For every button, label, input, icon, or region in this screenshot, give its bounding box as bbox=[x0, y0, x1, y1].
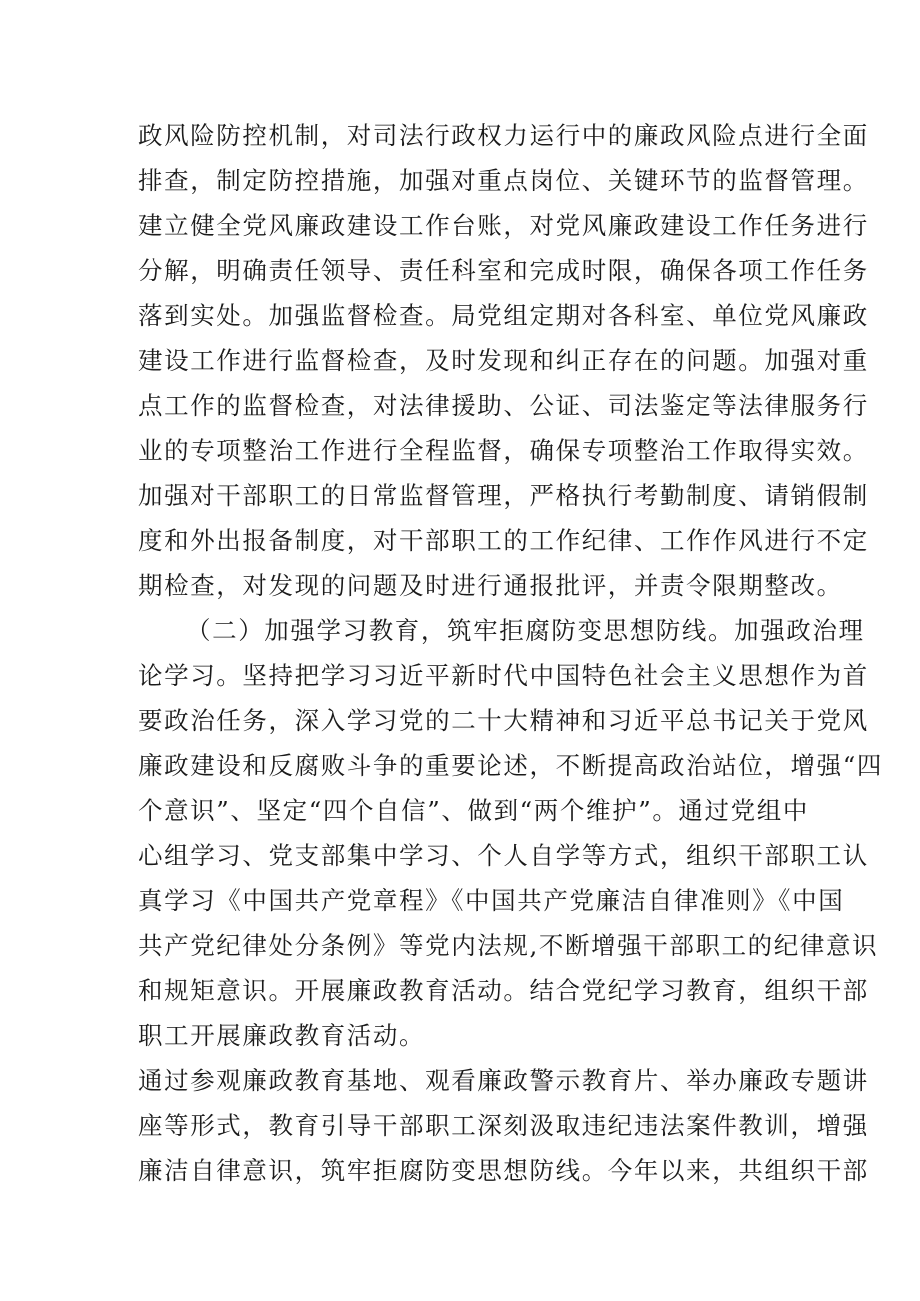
text-line: 共产党纪律处分条例》等党内法规,不断增强干部职工的纪律意识 bbox=[138, 931, 879, 960]
text-line: 政风险防控机制，对司法行政权力运行中的廉政风险点进行全面 bbox=[138, 121, 869, 150]
text-line: 和规矩意识。开展廉政教育活动。结合党纪学习教育，组织干部 bbox=[138, 976, 869, 1005]
text-line: 廉洁自律意识，筑牢拒腐防变思想防线。今年以来，共组织干部 bbox=[138, 1156, 869, 1185]
text-line: 真学习《中国共产党章程》《中国共产党廉洁自律准则》《中国 bbox=[138, 886, 845, 915]
section-heading-line: （二）加强学习教育，筑牢拒腐防变思想防线。加强政治理 bbox=[186, 616, 865, 645]
text-line: 加强对干部职工的日常监督管理，严格执行考勤制度、请销假制 bbox=[138, 481, 869, 510]
text-line: 建设工作进行监督检查，及时发现和纠正存在的问题。加强对重 bbox=[138, 346, 869, 375]
text-line: 期检查，对发现的问题及时进行通报批评，并责令限期整改。 bbox=[138, 571, 843, 600]
text-line: 分解，明确责任领导、责任科室和完成时限，确保各项工作任务 bbox=[138, 256, 869, 285]
text-line: 点工作的监督检查，对法律援助、公证、司法鉴定等法律服务行 bbox=[138, 391, 869, 420]
text-line: 职工开展廉政教育活动。 bbox=[138, 1021, 426, 1050]
text-line: 要政治任务，深入学习党的二十大精神和习近平总书记关于党风 bbox=[138, 706, 869, 735]
text-line: 个意识”、坚定“四个自信”、做到“两个维护”。通过党组中 bbox=[138, 796, 809, 825]
text-line: 落到实处。加强监督检查。局党组定期对各科室、单位党风廉政 bbox=[138, 301, 869, 330]
text-line: 廉政建设和反腐败斗争的重要论述，不断提高政治站位，增强“四 bbox=[138, 751, 883, 780]
text-line: 心组学习、党支部集中学习、个人自学等方式，组织干部职工认 bbox=[138, 841, 869, 870]
text-line: 论学习。坚持把学习习近平新时代中国特色社会主义思想作为首 bbox=[138, 661, 869, 690]
text-line: 建立健全党风廉政建设工作台账，对党风廉政建设工作任务进行 bbox=[138, 211, 869, 240]
text-line: 业的专项整治工作进行全程监督，确保专项整治工作取得实效。 bbox=[138, 436, 869, 465]
text-line: 通过参观廉政教育基地、观看廉政警示教育片、举办廉政专题讲 bbox=[138, 1066, 869, 1095]
text-line: 排查，制定防控措施，加强对重点岗位、关键环节的监督管理。 bbox=[138, 166, 869, 195]
text-line: 度和外出报备制度，对干部职工的工作纪律、工作作风进行不定 bbox=[138, 526, 869, 555]
text-line: 座等形式，教育引导干部职工深刻汲取违纪违法案件教训，增强 bbox=[138, 1111, 869, 1140]
